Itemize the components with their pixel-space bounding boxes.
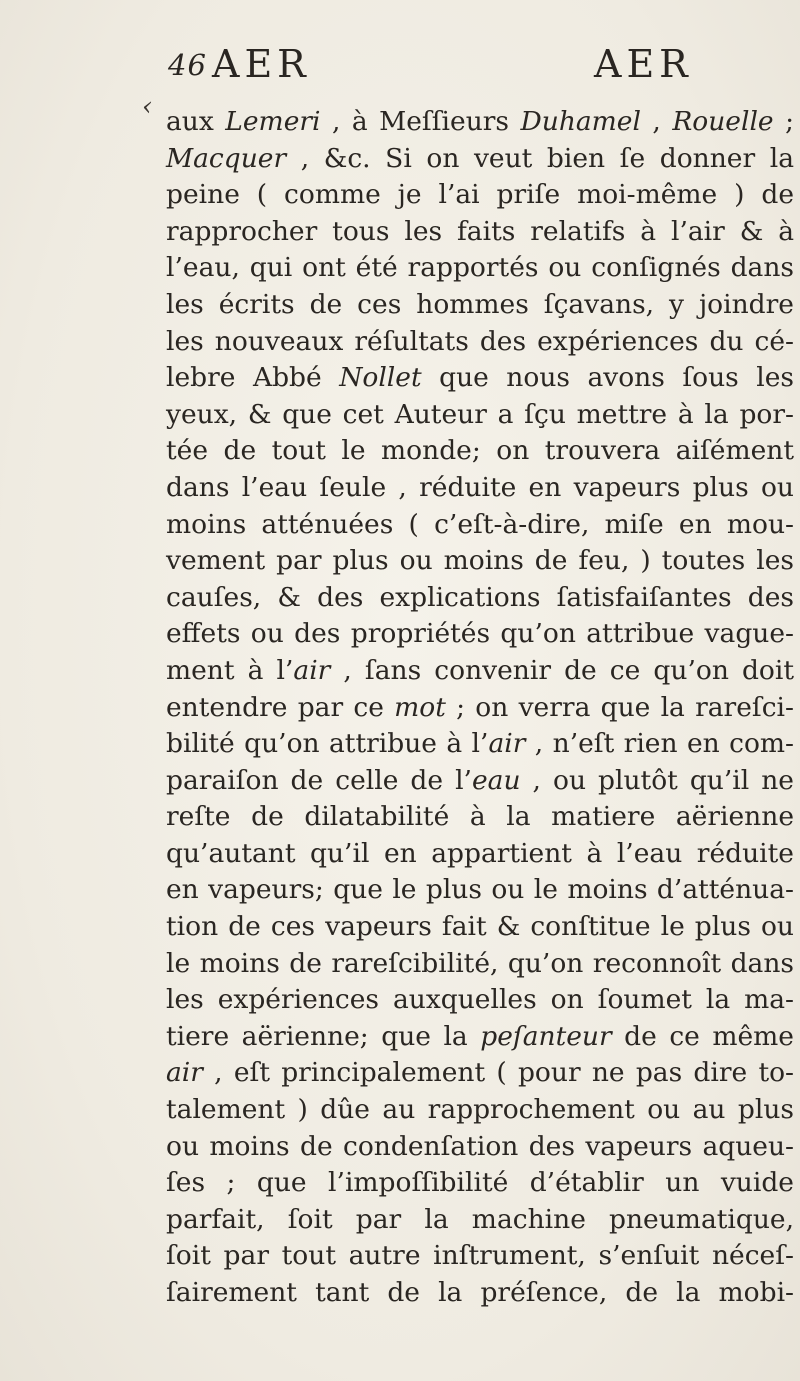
text-line bbox=[166, 433, 794, 470]
text-run: le moins de rareſcibilité, qu’on reconnoît dans bbox=[166, 947, 794, 979]
text-line bbox=[166, 177, 794, 214]
text-run: entendre par ce bbox=[166, 691, 395, 723]
text-line bbox=[166, 1238, 794, 1275]
text-run: les expériences auxquelles on ſoumet la ma- bbox=[166, 984, 794, 1016]
italic-word: Lemeri bbox=[225, 106, 321, 137]
text-line bbox=[166, 580, 794, 617]
text-line bbox=[166, 507, 794, 544]
text-line bbox=[166, 1019, 794, 1056]
text-run: ou moins de condenſation des vapeurs aqueu- bbox=[166, 1130, 794, 1162]
text-run: paraiſon de celle de l’ bbox=[166, 764, 472, 796]
body-text bbox=[166, 104, 794, 1312]
italic-word: air bbox=[488, 728, 526, 760]
text-line bbox=[166, 1129, 794, 1166]
text-run: ſes ; que l’impoſſibilité d’établir un vuide bbox=[166, 1167, 794, 1199]
italic-word: peſanteur bbox=[480, 1020, 612, 1052]
text-run: ; on verra que la rareſci- bbox=[445, 691, 794, 723]
text-run: les nouveaux réſultats des expériences du cé- bbox=[166, 325, 794, 357]
text-run: tion de ces vapeurs fait & conſtitue le plus ou bbox=[166, 911, 794, 943]
text-line bbox=[166, 104, 794, 141]
text-line bbox=[166, 1165, 794, 1202]
text-run: de ce même bbox=[611, 1020, 794, 1052]
text-run: , à Meſſieurs bbox=[320, 106, 521, 137]
running-head-right: AER bbox=[594, 42, 693, 86]
text-run: effets ou des propriétés qu’on attribue vague- bbox=[166, 618, 794, 650]
text-run: , ou plutôt qu’il ne bbox=[520, 764, 794, 796]
text-line bbox=[166, 836, 794, 873]
text-run: , eſt principalement ( pour ne pas dire to- bbox=[202, 1057, 794, 1089]
running-head-left: AER bbox=[212, 42, 311, 86]
text-line bbox=[166, 141, 794, 178]
text-run: yeux, & que cet Auteur a ſçu mettre à la por- bbox=[166, 398, 794, 430]
text-line bbox=[166, 397, 794, 434]
text-run: ſairement tant de la préſence, de la mobi- bbox=[166, 1277, 794, 1308]
text-run: reſte de dilatabilité à la matiere aërienne bbox=[166, 801, 794, 833]
text-run: lebre Abbé bbox=[166, 362, 340, 394]
text-run: en vapeurs; que le plus ou le moins d’atténua- bbox=[166, 874, 794, 906]
text-run: ; bbox=[773, 106, 794, 137]
text-line bbox=[166, 214, 794, 251]
text-line bbox=[166, 1202, 794, 1239]
text-run: parfait, ſoit par la machine pneumatique, bbox=[166, 1203, 794, 1235]
text-run: rapprocher tous les faits relatifs à l’air & à bbox=[166, 215, 794, 247]
italic-word: mot bbox=[394, 691, 446, 723]
text-line bbox=[166, 726, 794, 763]
text-line bbox=[166, 1275, 794, 1312]
page-number: 46 bbox=[168, 48, 207, 82]
text-line bbox=[166, 360, 794, 397]
text-run: , n’eſt rien en com- bbox=[525, 728, 794, 760]
text-line bbox=[166, 1055, 794, 1092]
text-run: ſoit par tout autre inſtrument, s’enſuit néceſ- bbox=[166, 1240, 794, 1272]
text-run: cauſes, & des explications ſatisfaiſantes des bbox=[166, 581, 794, 613]
text-line bbox=[166, 799, 794, 836]
text-line bbox=[166, 909, 794, 946]
text-line bbox=[166, 250, 794, 287]
text-line bbox=[166, 470, 794, 507]
italic-word: Nollet bbox=[339, 362, 422, 394]
italic-word: eau bbox=[471, 764, 521, 796]
italic-word: air bbox=[293, 654, 331, 686]
text-run: tiere aërienne; que la bbox=[166, 1020, 481, 1052]
text-run: les écrits de ces hommes ſçavans, y joindre bbox=[166, 288, 794, 320]
text-run: , ſans convenir de ce qu’on doit bbox=[330, 654, 795, 686]
margin-mark: ‹ bbox=[142, 92, 153, 122]
italic-word: Macquer bbox=[166, 142, 287, 174]
text-run: talement ) dûe au rapprochement ou au plus bbox=[166, 1094, 794, 1126]
text-run: tée de tout le monde; on trouvera aiſément bbox=[166, 435, 794, 467]
text-run: bilité qu’on attribue à l’ bbox=[166, 728, 489, 760]
page-header bbox=[168, 42, 788, 98]
text-line bbox=[166, 653, 794, 690]
text-line bbox=[166, 982, 794, 1019]
text-run: peine ( comme je l’ai priſe moi-même ) de bbox=[166, 179, 794, 211]
text-run: ment à l’ bbox=[166, 654, 294, 686]
italic-word: Rouelle bbox=[672, 106, 774, 137]
text-line bbox=[166, 872, 794, 909]
text-run: , &c. Si on veut bien ſe donner la bbox=[286, 142, 794, 174]
text-run: , bbox=[640, 106, 673, 137]
text-line bbox=[166, 763, 794, 800]
text-run: que nous avons ſous les bbox=[421, 362, 794, 394]
text-line bbox=[166, 543, 794, 580]
text-line bbox=[166, 616, 794, 653]
text-line bbox=[166, 324, 794, 361]
text-line bbox=[166, 690, 794, 727]
text-run: vement par plus ou moins de feu, ) toutes les bbox=[166, 545, 794, 577]
text-run: moins atténuées ( c’eſt-à-dire, miſe en mou- bbox=[166, 508, 794, 540]
text-run: aux bbox=[166, 106, 226, 137]
text-run: qu’autant qu’il en appartient à l’eau réduite bbox=[166, 837, 794, 869]
text-line bbox=[166, 1092, 794, 1129]
text-run: dans l’eau ſeule , réduite en vapeurs plus ou bbox=[166, 471, 794, 503]
italic-word: Duhamel bbox=[520, 106, 641, 137]
text-line bbox=[166, 946, 794, 983]
text-line bbox=[166, 287, 794, 324]
text-run: l’eau, qui ont été rapportés ou conſignés dans bbox=[166, 252, 794, 284]
italic-word: air bbox=[166, 1057, 203, 1089]
